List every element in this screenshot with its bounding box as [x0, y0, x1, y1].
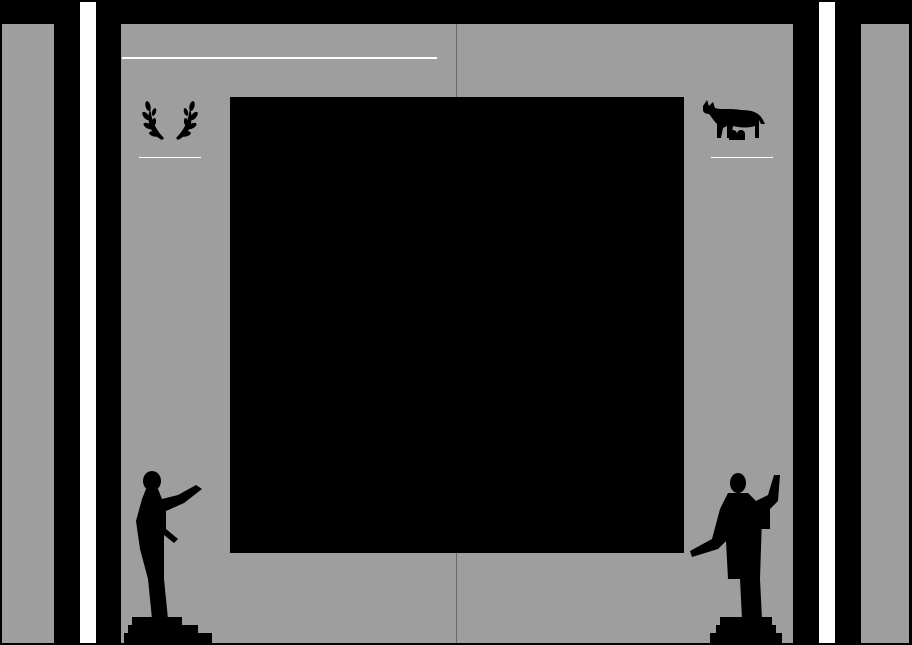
- right-statue-silhouette: [690, 469, 790, 644]
- right-laurel-border: [861, 35, 909, 635]
- left-white-column: [80, 2, 96, 643]
- right-white-column: [819, 2, 835, 643]
- colonnade: [230, 551, 684, 645]
- left-statue-silhouette: [122, 469, 212, 644]
- she-wolf-icon: [701, 98, 767, 142]
- left-laurel-border: [2, 35, 54, 635]
- legend-heading-underline: [711, 157, 773, 158]
- maze: [230, 97, 684, 553]
- laurel-wreath-icon: [142, 96, 198, 144]
- foundation-heading-underline: [139, 157, 201, 158]
- title-underline: [122, 57, 437, 59]
